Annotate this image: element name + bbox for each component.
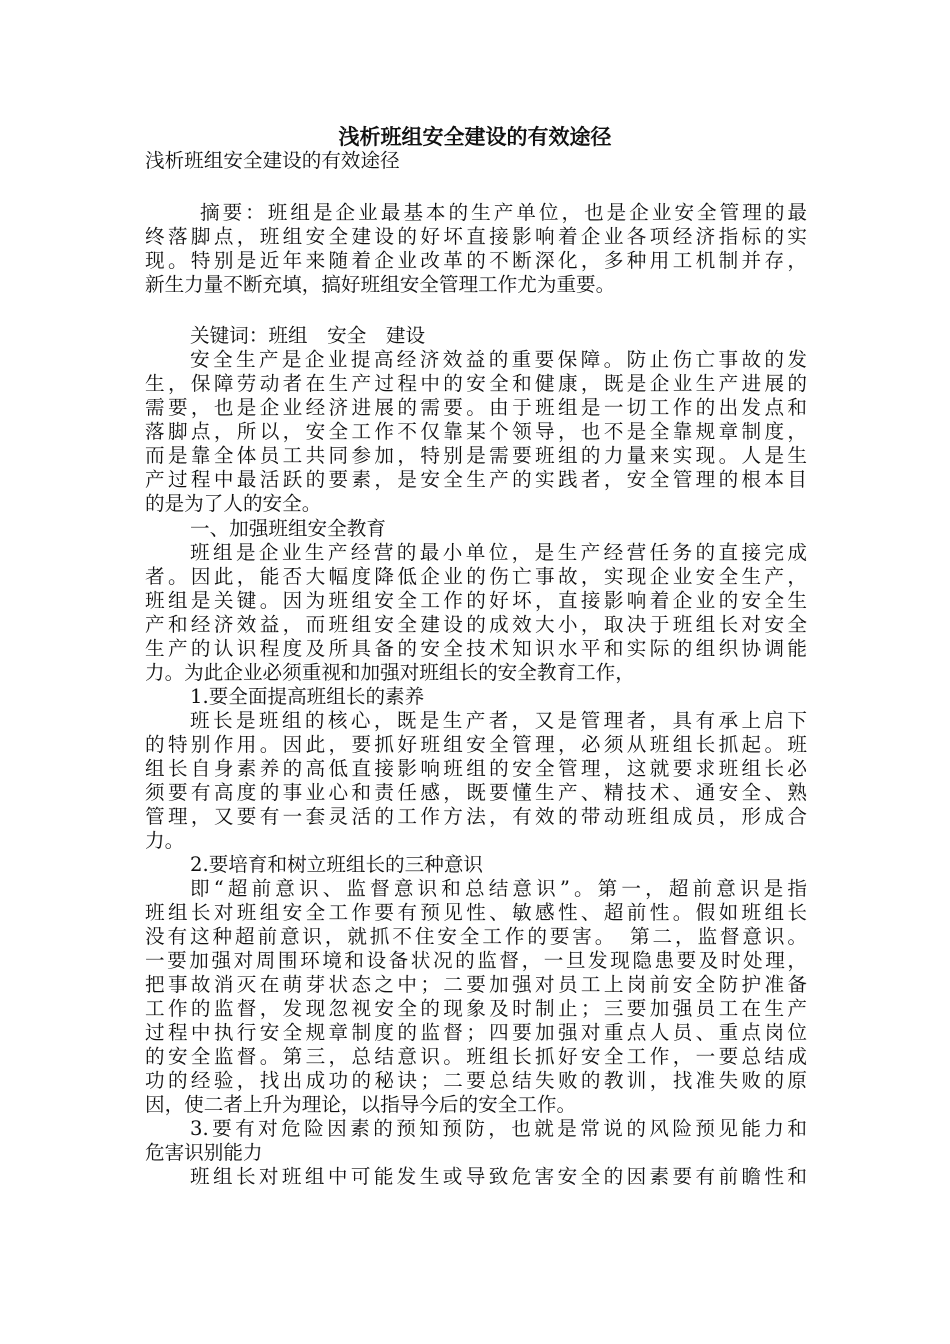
abstract-line: 新生力量不断充填，搞好班组安全管理工作尤为重要。 bbox=[145, 273, 616, 296]
body-line: 班组是企业生产经营的最小单位，是生产经营任务的直接完成 bbox=[190, 541, 807, 564]
body-line: 力。 bbox=[145, 829, 185, 852]
body-line: 的特别作用。因此，要抓好班组安全管理，必须从班组长抓起。班 bbox=[145, 733, 807, 756]
abstract-line: 现。特别是近年来随着企业改革的不断深化，多种用工机制并存， bbox=[145, 249, 807, 272]
subsection-heading: 2.要培育和树立班组长的三种意识 bbox=[190, 853, 484, 876]
body-line: 产过程中最活跃的要素，是安全生产的实践者，安全管理的根本目 bbox=[145, 468, 807, 491]
body-line: 力。为此企业必须重视和加强对班组长的安全教育工作， bbox=[145, 661, 635, 684]
body-line: 组长自身素养的高低直接影响班组的安全管理，这就要求班组长必 bbox=[145, 757, 807, 780]
body-line: 生，保障劳动者在生产过程中的安全和健康，既是企业生产进展的 bbox=[145, 372, 807, 395]
body-line: 需要，也是企业经济进展的需要。由于班组是一切工作的出发点和 bbox=[145, 396, 807, 419]
subsection-heading: 1.要全面提高班组长的素养 bbox=[190, 685, 425, 708]
subtitle-line: 浅析班组安全建设的有效途径 bbox=[145, 149, 400, 172]
abstract-line: 终落脚点，班组安全建设的好坏直接影响着企业各项经济指标的实 bbox=[145, 225, 807, 248]
subsection-heading: 3.要有对危险因素的预知预防，也就是常说的风险预见能力和 bbox=[190, 1117, 807, 1140]
body-line: 的是为了人的安全。 bbox=[145, 492, 322, 515]
body-line: 落脚点，所以，安全工作不仅靠某个领导，也不是全靠规章制度， bbox=[145, 420, 807, 443]
body-line: 须要有高度的事业心和责任感，既要懂生产、精技术、通安全、熟 bbox=[145, 781, 807, 804]
abstract-line: 摘要：班组是企业最基本的生产单位，也是企业安全管理的最 bbox=[200, 201, 807, 224]
body-line: 班组长对班组中可能发生或导致危害安全的因素要有前瞻性和 bbox=[190, 1165, 807, 1188]
body-line: 的安全监督。第三，总结意识。班组长抓好安全工作，一要总结成 bbox=[145, 1045, 807, 1068]
body-line: 班组是关键。因为班组安全工作的好坏，直接影响着企业的安全生 bbox=[145, 589, 807, 612]
body-line: 班组长对班组安全工作要有预见性、敏感性、超前性。假如班组长 bbox=[145, 901, 807, 924]
body-line: 者。因此，能否大幅度降低企业的伤亡事故，实现企业安全生产， bbox=[145, 565, 807, 588]
body-line: 生产的认识程度及所具备的安全技术知识水平和实际的组织协调能 bbox=[145, 637, 807, 660]
body-line: 产和经济效益，而班组安全建设的成效大小，取决于班组长对安全 bbox=[145, 613, 807, 636]
body-line: 班长是班组的核心，既是生产者，又是管理者，具有承上启下 bbox=[190, 709, 807, 732]
body-line: 安全生产是企业提高经济效益的重要保障。防止伤亡事故的发 bbox=[190, 348, 807, 371]
body-line: 即“超前意识、监督意识和总结意识”。第一，超前意识是指 bbox=[190, 877, 807, 900]
document-title: 浅析班组安全建设的有效途径 bbox=[338, 124, 612, 149]
body-line: 工作的监督，发现忽视安全的现象及时制止；三要加强员工在生产 bbox=[145, 997, 807, 1020]
body-line: 把事故消灭在萌芽状态之中；二要加强对员工上岗前安全防护准备 bbox=[145, 973, 807, 996]
subsection-heading: 危害识别能力 bbox=[145, 1141, 263, 1164]
body-line: 功的经验，找出成功的秘诀；二要总结失败的教训，找准失败的原 bbox=[145, 1069, 807, 1092]
keywords-line: 关键词：班组 安全 建设 bbox=[190, 324, 426, 347]
body-line: 没有这种超前意识，就抓不住安全工作的要害。 第二，监督意识。 bbox=[145, 925, 807, 948]
section-heading: 一、加强班组安全教育 bbox=[190, 517, 386, 540]
body-line: 而是靠全体员工共同参加，特别是需要班组的力量来实现。人是生 bbox=[145, 444, 807, 467]
body-line: 一要加强对周围环境和设备状况的监督，一旦发现隐患要及时处理， bbox=[145, 949, 807, 972]
body-line: 管理，又要有一套灵活的工作方法，有效的带动班组成员，形成合 bbox=[145, 805, 807, 828]
body-line: 因，使二者上升为理论，以指导今后的安全工作。 bbox=[145, 1093, 577, 1116]
body-line: 过程中执行安全规章制度的监督；四要加强对重点人员、重点岗位 bbox=[145, 1021, 807, 1044]
